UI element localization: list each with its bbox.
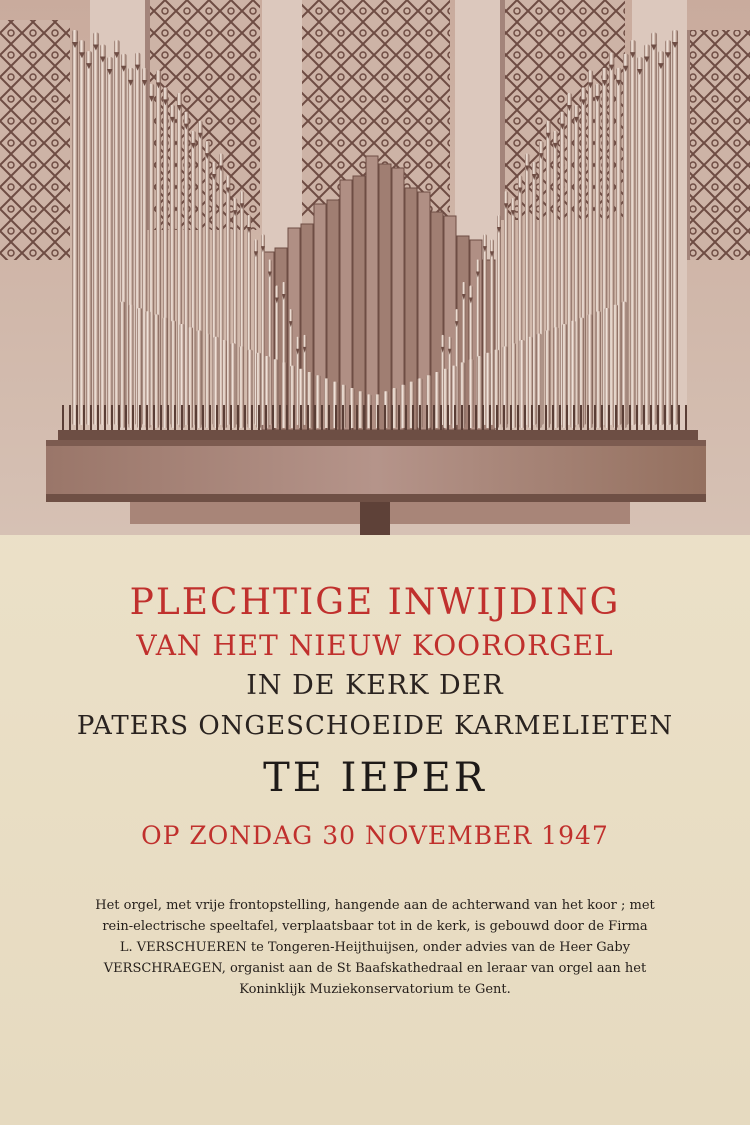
pipe-foot <box>342 405 344 430</box>
metal-pipe <box>79 40 85 425</box>
pipe-foot <box>223 405 225 430</box>
pipe-foot <box>307 405 309 430</box>
pipe-foot <box>685 405 687 430</box>
pipe-foot <box>545 405 547 430</box>
pipe-foot <box>398 405 400 430</box>
metal-pipe <box>86 51 92 425</box>
pipe-foot <box>447 405 449 430</box>
metal-pipe <box>637 57 643 425</box>
description-line: VERSCHRAEGEN, organist aan de St Baafskathedraal en leraar van orgel aan het <box>103 961 647 976</box>
pipe-foot <box>510 405 512 430</box>
metal-pipe <box>644 44 650 425</box>
pipe-foot <box>433 405 435 430</box>
pipe-foot <box>237 405 239 430</box>
subtitle-church: IN DE KERK DER <box>246 670 504 701</box>
pipe-foot <box>671 405 673 430</box>
pipe-foot <box>370 405 372 430</box>
pipe-foot <box>349 405 351 430</box>
metal-pipe <box>596 311 601 428</box>
pipe-foot <box>188 405 190 430</box>
pipe-foot <box>419 405 421 430</box>
pipe-foot <box>552 405 554 430</box>
pipe-foot <box>496 405 498 430</box>
pipe-foot <box>580 405 582 430</box>
metal-pipe <box>239 346 244 428</box>
pipe-foot <box>181 405 183 430</box>
pipe-foot <box>335 405 337 430</box>
pipe-foot <box>475 405 477 430</box>
description-paragraph <box>80 895 670 1000</box>
pipe-foot <box>125 405 127 430</box>
metal-pipe <box>120 302 125 428</box>
pipe-foot <box>517 405 519 430</box>
pipe-foot <box>139 405 141 430</box>
pipe-foot <box>391 405 393 430</box>
metal-pipe <box>72 30 78 425</box>
organ-photograph <box>0 0 750 535</box>
pipe-foot <box>251 405 253 430</box>
wooden-pipe <box>379 164 391 430</box>
pipe-foot <box>97 405 99 430</box>
metal-pipe <box>163 318 168 428</box>
pipe-foot <box>118 405 120 430</box>
pipe-foot <box>328 405 330 430</box>
pipe-foot <box>195 405 197 430</box>
metal-pipe <box>520 340 525 428</box>
pipe-foot <box>531 405 533 430</box>
pipe-foot <box>608 405 610 430</box>
pipe-foot <box>594 405 596 430</box>
pipe-foot <box>636 405 638 430</box>
wooden-pipe <box>366 156 378 430</box>
pipe-foot <box>356 405 358 430</box>
metal-pipe <box>107 57 113 425</box>
pipe-foot <box>482 405 484 430</box>
pipe-foot <box>678 405 680 430</box>
pipe-foot <box>62 405 64 430</box>
pipe-foot <box>524 405 526 430</box>
metal-pipe <box>114 40 120 425</box>
subtitle-organ: VAN HET NIEUW KOORORGEL <box>136 629 614 662</box>
stained-glass-window <box>0 20 70 260</box>
pipe-foot <box>503 405 505 430</box>
cover-text <box>0 560 750 850</box>
pipe-foot <box>321 405 323 430</box>
pipe-foot <box>69 405 71 430</box>
pipe-foot <box>216 405 218 430</box>
description-line: Het orgel, met vrije frontopstelling, hangende aan de achterwand van het koor ; met <box>95 898 655 913</box>
pipe-foot <box>272 405 274 430</box>
pipe-foot <box>573 405 575 430</box>
pipe-foot <box>258 405 260 430</box>
subtitle-order: PATERS ONGESCHOEIDE KARMELIETEN <box>76 711 674 741</box>
pipe-foot <box>111 405 113 430</box>
metal-pipe <box>490 239 494 425</box>
metal-pipe <box>554 327 559 428</box>
pipe-foot <box>286 405 288 430</box>
pipe-foot <box>489 405 491 430</box>
metal-pipe <box>672 30 678 425</box>
pipe-foot <box>300 405 302 430</box>
metal-pipe <box>93 33 99 425</box>
metal-pipe <box>630 40 636 425</box>
pipe-foot <box>83 405 85 430</box>
pipe-foot <box>160 405 162 430</box>
metal-pipe <box>651 33 657 425</box>
pipe-foot <box>601 405 603 430</box>
pipe-foot <box>363 405 365 430</box>
metal-pipe <box>435 372 440 428</box>
pipe-foot <box>538 405 540 430</box>
pipe-foot <box>132 405 134 430</box>
pipe-foot <box>566 405 568 430</box>
metal-pipe <box>197 330 202 428</box>
metal-pipe <box>100 44 106 425</box>
pipe-foot <box>650 405 652 430</box>
city-line: TE IEPER <box>263 755 487 801</box>
pipe-foot <box>657 405 659 430</box>
description-line: rein-electrische speeltafel, verplaatsbaar tot in de kerk, is gebouwd door de Firma <box>102 919 648 934</box>
description-line: L. VERSCHUEREN te Tongeren-Heijthuijsen, onder advies van de Heer Gaby <box>119 940 631 955</box>
pipe-foot <box>90 405 92 430</box>
pipe-foot <box>167 405 169 430</box>
pipe-foot <box>622 405 624 430</box>
metal-pipe <box>261 234 265 425</box>
pipe-foot <box>209 405 211 430</box>
stained-glass-window <box>690 30 750 260</box>
pipe-foot <box>244 405 246 430</box>
pipe-foot <box>314 405 316 430</box>
pipe-foot <box>230 405 232 430</box>
date-line: OP ZONDAG 30 NOVEMBER 1947 <box>141 821 609 850</box>
pipe-foot <box>104 405 106 430</box>
description-line: Koninklijk Muziekonservatorium te Gent. <box>239 982 511 997</box>
pipe-foot <box>377 405 379 430</box>
pipe-foot <box>265 405 267 430</box>
metal-pipe <box>401 385 406 428</box>
pipe-foot <box>468 405 470 430</box>
pipe-foot <box>461 405 463 430</box>
pipe-foot <box>629 405 631 430</box>
pipe-foot <box>153 405 155 430</box>
pipe-foot <box>440 405 442 430</box>
pipe-foot <box>202 405 204 430</box>
pipe-foot <box>384 405 386 430</box>
pipe-foot <box>615 405 617 430</box>
pipe-foot <box>559 405 561 430</box>
pipe-foot <box>587 405 589 430</box>
metal-pipe <box>477 356 482 428</box>
pipe-foot <box>454 405 456 430</box>
pipe-foot <box>146 405 148 430</box>
metal-pipe <box>358 391 363 428</box>
pipe-foot <box>426 405 428 430</box>
pipe-foot <box>405 405 407 430</box>
metal-pipe <box>316 375 321 428</box>
pipe-foot <box>643 405 645 430</box>
pipe-foot <box>664 405 666 430</box>
pipe-foot <box>174 405 176 430</box>
pipe-foot <box>76 405 78 430</box>
pipe-foot <box>293 405 295 430</box>
title: PLECHTIGE INWIJDING <box>129 582 621 623</box>
pipe-foot <box>412 405 414 430</box>
metal-pipe <box>658 51 664 425</box>
pipe-foot <box>279 405 281 430</box>
metal-pipe <box>282 362 287 428</box>
metal-pipe <box>665 40 671 425</box>
